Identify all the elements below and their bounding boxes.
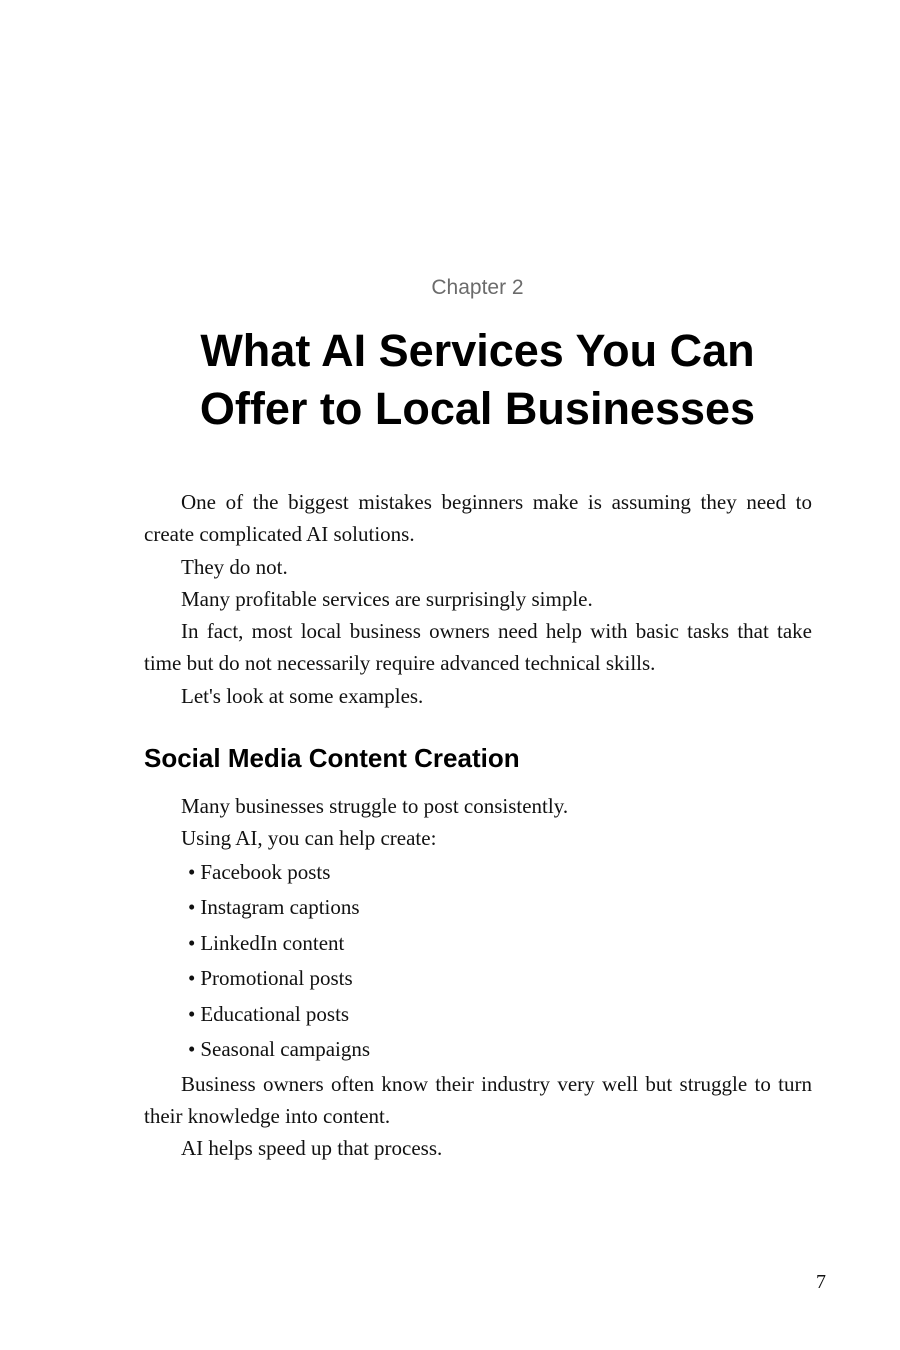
list-item: • Facebook posts <box>188 855 812 891</box>
services-bullet-list <box>144 855 812 1068</box>
chapter-title-line-2: Offer to Local Businesses <box>199 383 756 434</box>
section-paragraph: Business owners often know their industry very well but struggle to turn their knowledge into content. <box>144 1071 812 1128</box>
intro-text <box>144 486 812 712</box>
intro-paragraph: Many profitable services are surprisingly simple. <box>181 586 593 611</box>
page-number: 7 <box>816 1271 826 1293</box>
list-item: • Promotional posts <box>188 961 812 997</box>
list-item: • Educational posts <box>188 997 812 1033</box>
intro-paragraph: In fact, most local business owners need help with basic tasks that take time but do not necessarily require advanced technical skills. <box>144 619 812 676</box>
intro-paragraph: One of the biggest mistakes beginners make is assuming they need to create complicated AI solutions. <box>144 490 812 547</box>
chapter-title <box>0 322 900 438</box>
intro-paragraph: Let's look at some examples. <box>181 683 424 708</box>
list-item: • Instagram captions <box>188 890 812 926</box>
list-item: • Seasonal campaigns <box>188 1032 812 1068</box>
chapter-title-line-1: What AI Services You Can <box>200 325 755 376</box>
intro-paragraph: They do not. <box>181 554 288 579</box>
section-paragraph: AI helps speed up that process. <box>181 1136 443 1161</box>
section-text <box>144 790 812 1164</box>
list-item: • LinkedIn content <box>188 926 812 962</box>
section-paragraph: Many businesses struggle to post consistently. <box>181 794 569 818</box>
section-heading: Social Media Content Creation <box>144 743 520 773</box>
section-paragraph: Using AI, you can help create: <box>181 826 437 851</box>
chapter-label: Chapter 2 <box>431 276 524 299</box>
